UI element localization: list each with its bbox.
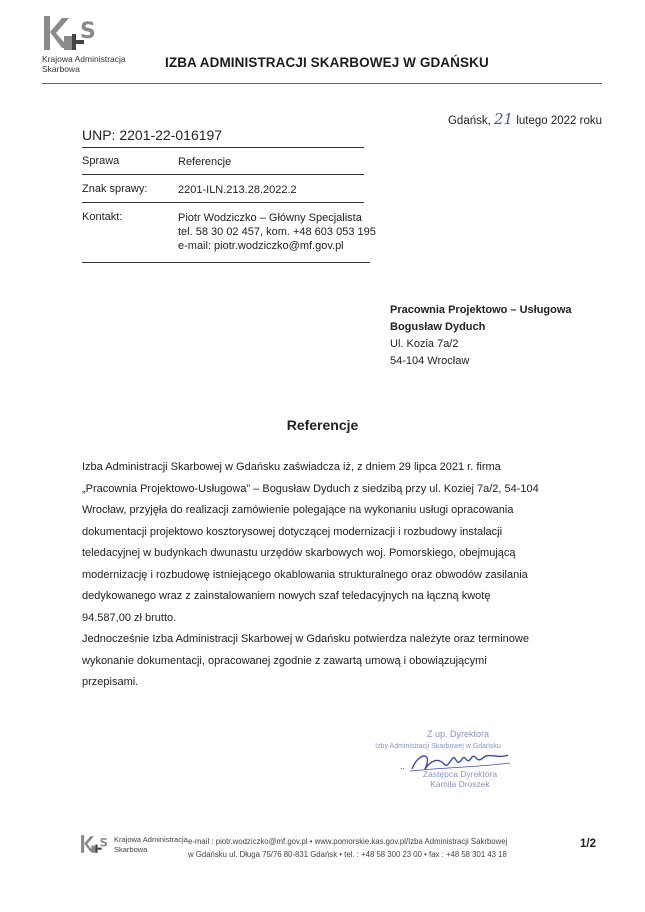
document-date: Gdańsk, 21 lutego 2022 roku: [447, 110, 602, 128]
header-divider: [42, 83, 602, 84]
page-number: 1/2: [580, 838, 596, 850]
znak-label: Znak sprawy:: [82, 183, 148, 195]
rule: [82, 147, 364, 148]
rule: [82, 262, 370, 263]
official-stamp: [360, 727, 530, 799]
sprawa-value: Referencje: [178, 156, 232, 168]
stamp-line-3: Zastępca Dyrektora: [422, 769, 498, 779]
handwritten-day: 21: [494, 110, 514, 128]
rule: [82, 174, 364, 175]
logo-text: Krajowa Administracja Skarbowa: [42, 54, 126, 74]
stamp-line-1: Z up. Dyrektora: [426, 729, 490, 739]
addressee-block: Pracownia Projektowo – Usługowa Bogusław Dyduch Ul. Kozia 7a/2 54-104 Wrocław: [390, 304, 572, 367]
svg-text:S: S: [99, 835, 108, 850]
footer-contact: e-mail : piotr.wodziczko@mf.gov.pl • www.pomorskie.kas.gov.pl/Izba Administracji Sakrbowej w Gdańsku ul. Długa 75/76 80-831 Gdańsk • tel. : +48 58 300 23 00 • fax : +48 58 301 43 18: [188, 837, 508, 859]
kas-logo-icon: [42, 12, 100, 54]
stamp-line-4: Kamila Droszek: [430, 779, 490, 789]
kontakt-value: Piotr Wodziczko – Główny Specjalista tel. 58 30 02 457, kom. +48 603 053 195 e-mail: piotr.wodziczko@mf.gov.pl: [178, 212, 376, 252]
znak-value: 2201-ILN.213.28.2022.2: [178, 184, 297, 196]
stamp-line-2: Izby Administracji Skarbowej w Gdańsku: [375, 743, 501, 750]
unp-number: UNP: 2201-22-016197: [82, 127, 223, 143]
rule: [82, 202, 364, 203]
body-paragraph-2: Jednocześnie Izba Administracji Skarbowej w Gdańsku potwierdza należyte oraz terminowe wykonanie dokumentacji, opracowanej zgodnie z zawartą umową i obowiązującymi przepisami.: [82, 633, 529, 688]
svg-text:S: S: [80, 19, 96, 44]
organization-title: IZBA ADMINISTRACJI SKARBOWEJ W GDAŃSKU: [165, 55, 489, 70]
footer-logo-text: Krajowa Administracja Skarbowa: [114, 835, 188, 854]
letter-heading: Referencje: [286, 417, 359, 433]
kas-footer-logo-icon: [80, 830, 110, 858]
svg-text:..: ..: [400, 762, 405, 771]
body-paragraph-1: Izba Administracji Skarbowej w Gdańsku zaświadcza iż, z dniem 29 lipca 2021 r. firma „Pracownia Projektowo-Usługowa” – Bogusław Dyduch z siedzibą przy ul. Koziej 7a/2, 54-104 Wrocław, przyjęła do realizacji zamówienie polegające na wykonaniu usługi opracowania dokumentacji projektowo kosztorysowej dotyczącej modernizacji i rozbudowy instalacji teledacyjnej w budynkach dwunastu urzędów skarbowych woj. Pomorskiego, obejmującą modernizację i rozbudowę istniejącego okablowania strukturalnego oraz obwodów zasilania dedykowanego wraz z zainstalowaniem nowych szaf teledacyjnych na łączną kwotę 94.587,00 zł brutto.: [82, 461, 539, 624]
kontakt-label: Kontakt:: [82, 211, 123, 223]
sprawa-label: Sprawa: [82, 155, 120, 167]
